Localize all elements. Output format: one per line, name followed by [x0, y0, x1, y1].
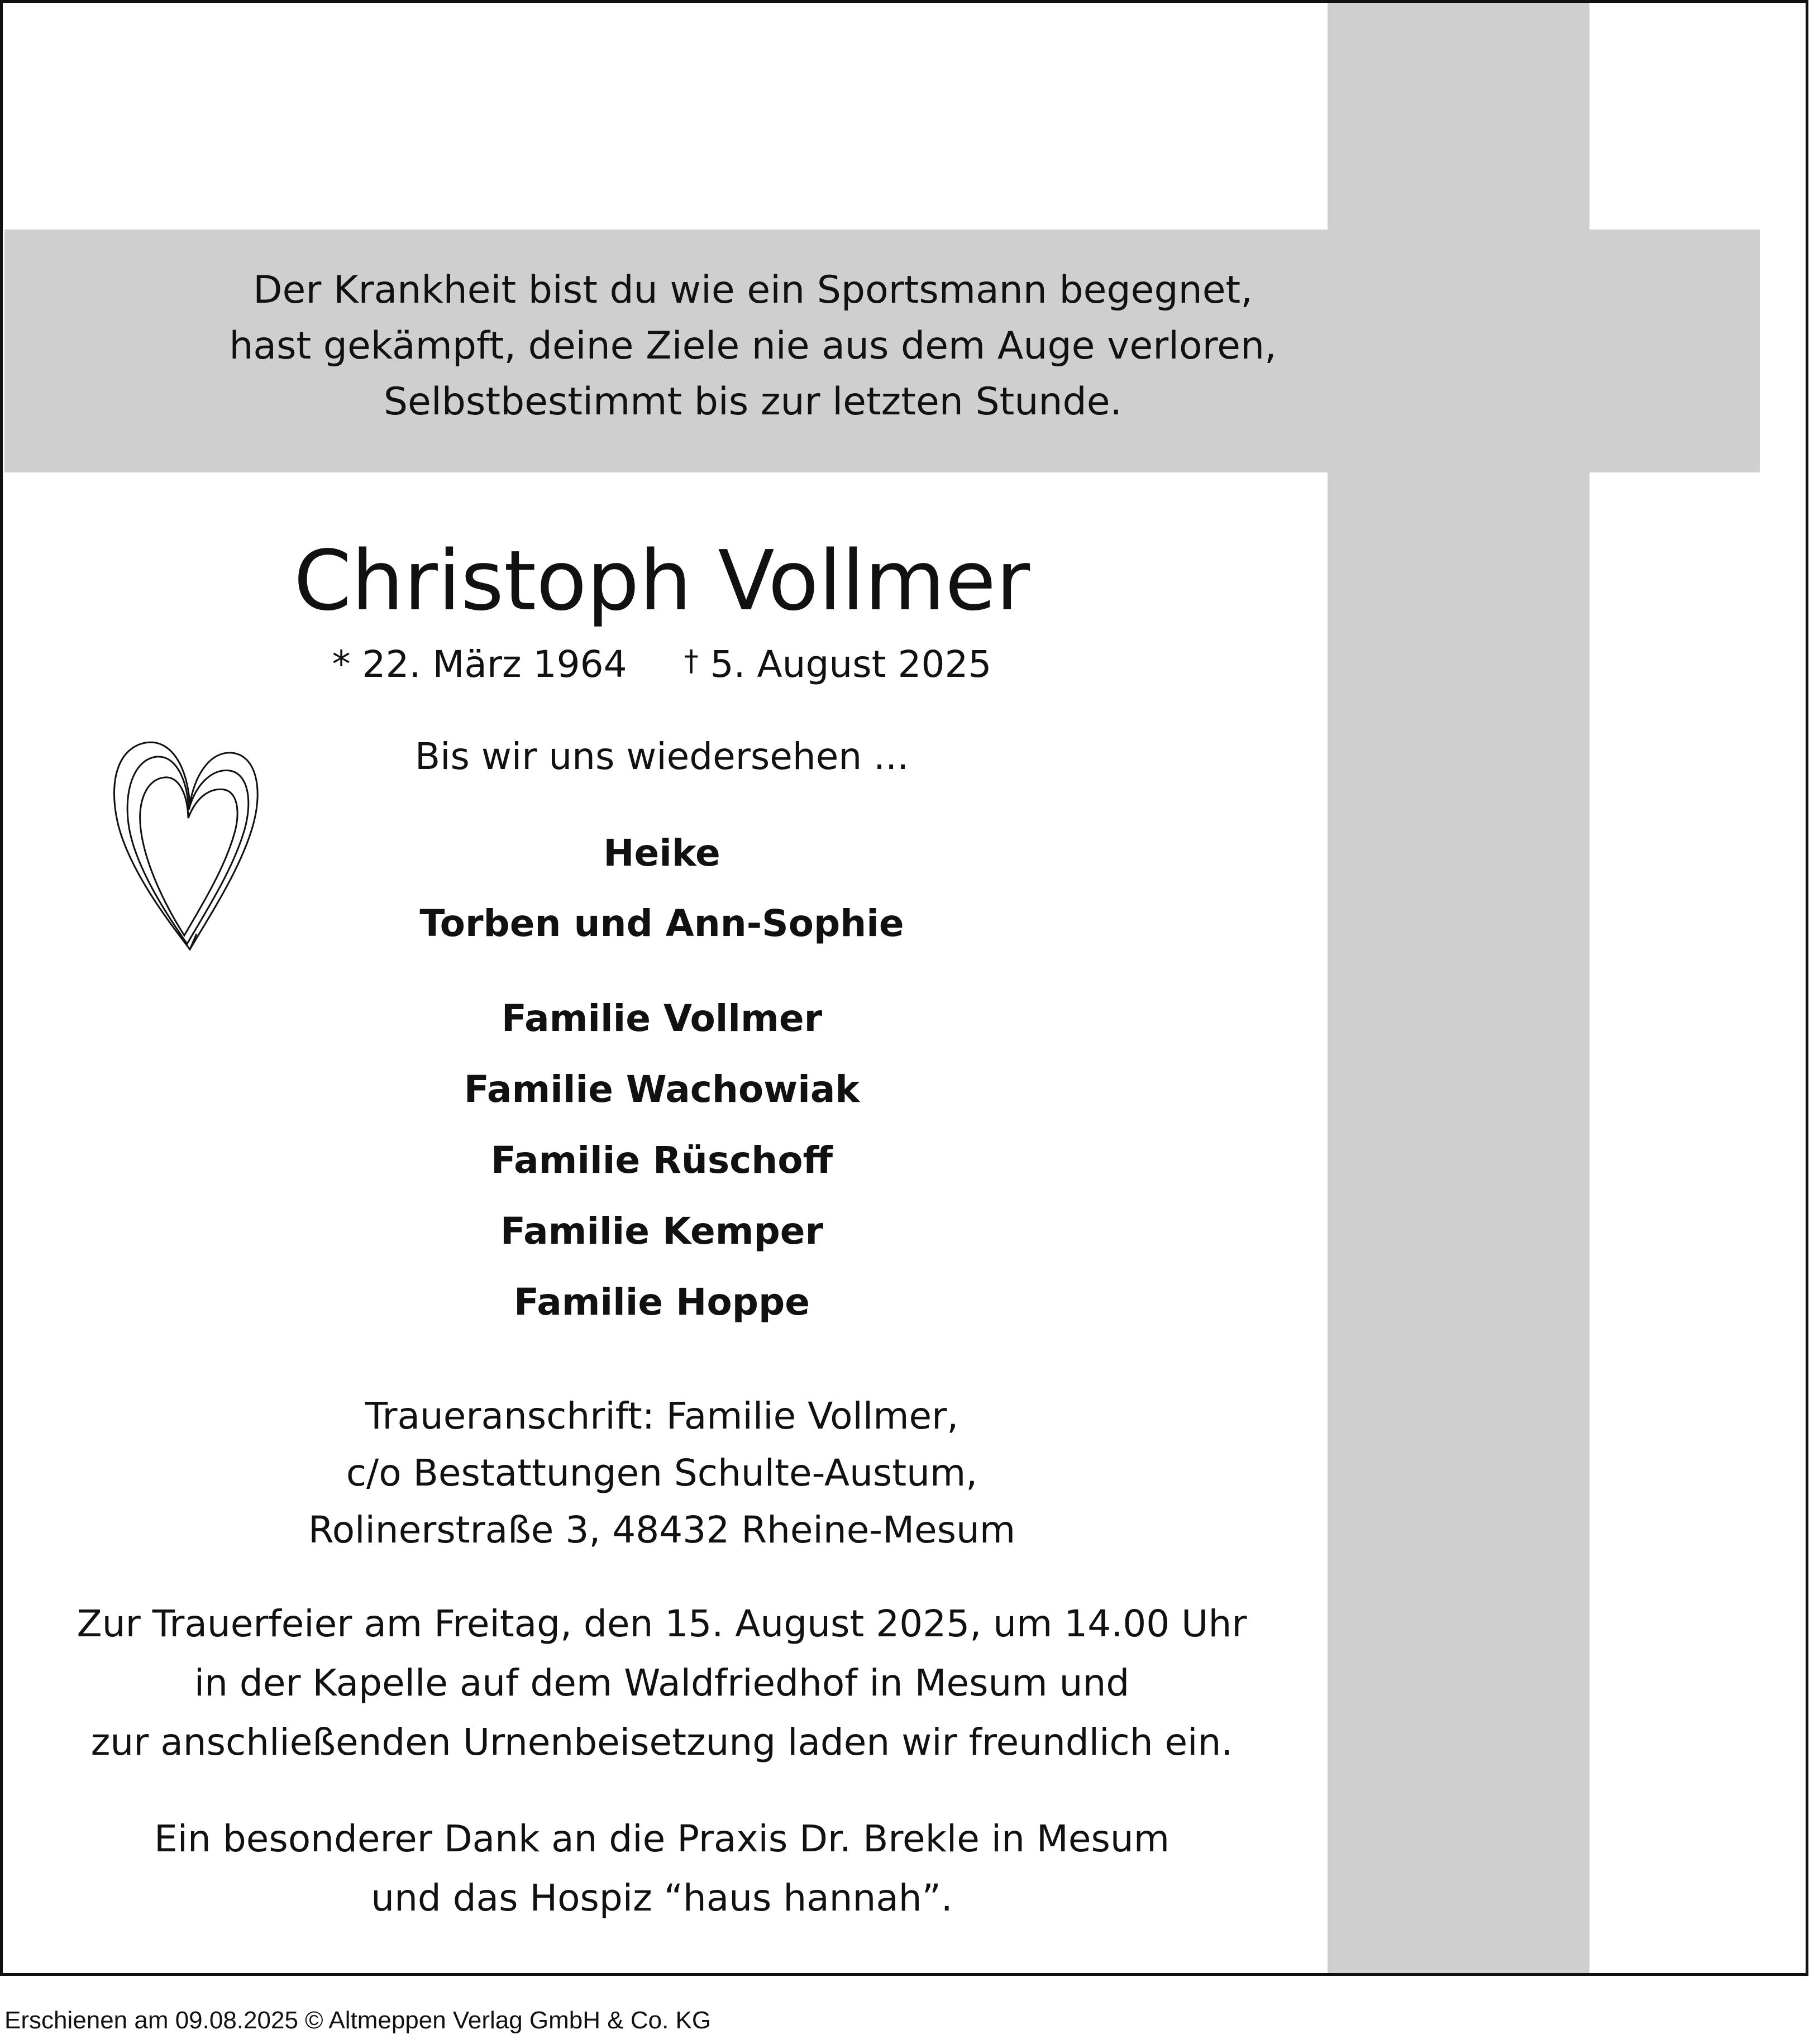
- motto-line: hast gekämpft, deine Ziele nie aus dem Auge verloren,: [229, 324, 1277, 368]
- mourning-address: [0, 1388, 1324, 1559]
- mourner-name: Torben und Ann-Sophie: [419, 902, 904, 945]
- address-line: c/o Bestattungen Schulte-Austum,: [346, 1451, 978, 1494]
- thanks-line: und das Hospiz “haus hannah”.: [371, 1876, 953, 1919]
- family-name: Familie Rüschoff: [490, 1139, 833, 1182]
- thanks-note: [0, 1809, 1324, 1928]
- ceremony-line: in der Kapelle auf dem Waldfriedhof in Mesum und: [194, 1661, 1130, 1704]
- farewell-line: Bis wir uns wiedersehen ...: [414, 735, 909, 778]
- family-name: Familie Kemper: [500, 1210, 824, 1253]
- family-name: Familie Vollmer: [501, 997, 823, 1040]
- address-line: Rolinerstraße 3, 48432 Rheine-Mesum: [308, 1508, 1016, 1551]
- motto-text: [4, 262, 1501, 430]
- ceremony-line: Zur Trauerfeier am Freitag, den 15. August 2025, um 14.00 Uhr: [77, 1602, 1247, 1645]
- family-name: Familie Hoppe: [514, 1281, 810, 1324]
- motto-line: Der Krankheit bist du wie ein Sportsmann begegnet,: [253, 268, 1253, 312]
- death-date: 5. August 2025: [710, 643, 992, 686]
- address-line: Traueranschrift: Familie Vollmer,: [365, 1394, 959, 1438]
- families-list: [0, 983, 1324, 1338]
- family-name: Familie Wachowiak: [464, 1068, 860, 1111]
- mourner-name: Heike: [603, 832, 720, 875]
- birth-date: 22. März 1964: [362, 643, 627, 686]
- ceremony-line: zur anschließenden Urnenbeisetzung laden wir freundlich ein.: [90, 1721, 1233, 1764]
- thanks-line: Ein besonderer Dank an die Praxis Dr. Brekle in Mesum: [154, 1817, 1169, 1860]
- dagger-icon: †: [684, 644, 699, 678]
- birth-symbol: *: [332, 643, 351, 686]
- ceremony-info: [0, 1594, 1324, 1772]
- mourners-list: [0, 818, 1324, 959]
- motto-line: Selbstbestimmt bis zur letzten Stunde.: [383, 380, 1123, 424]
- publication-footer: Erschienen am 09.08.2025 © Altmeppen Verlag GmbH & Co. KG: [4, 2007, 712, 2034]
- deceased-name: Christoph Vollmer: [293, 533, 1030, 629]
- life-dates: [0, 637, 1324, 693]
